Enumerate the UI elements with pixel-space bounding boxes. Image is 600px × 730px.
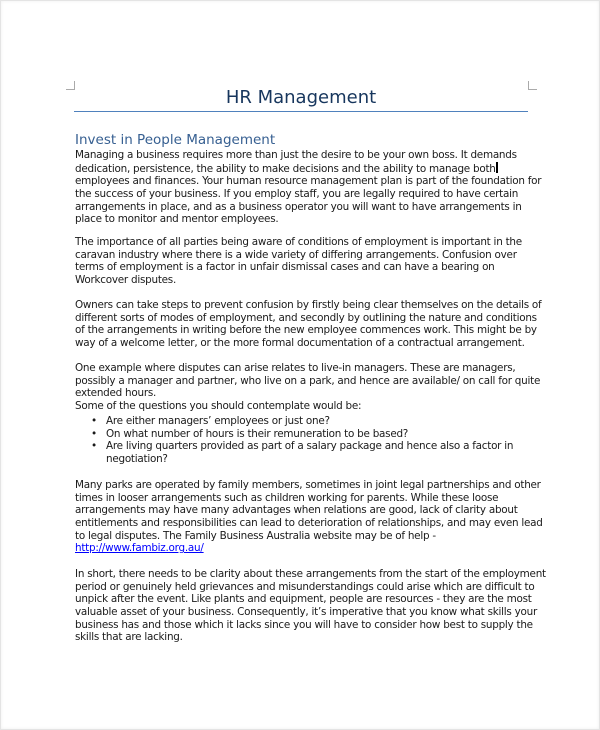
text-line: place to monitor and mentor employees. [75,213,279,226]
questions-list [75,415,513,466]
document-title: HR Management [225,87,377,108]
text-line-content: dedication, persistence, the ability to make decisions and the ability to manage both [75,162,496,175]
paragraph-family [75,479,543,555]
text-line: valuable asset of your business. Consequently, it’s imperative that you know what skills your [75,605,537,618]
list-item-text: • On what number of hours is their remuneration to be based? [106,427,409,440]
text-line: Many parks are operated by family members, sometimes in joint legal partnerships and other [75,479,541,491]
text-line: Workcover disputes. [75,273,177,286]
text-line: the success of your business. If you employ staff, you are legally required to have certain [75,187,519,200]
text-line [75,162,541,176]
paragraph-importance [75,236,522,287]
list-item-text: negotiation? [106,452,168,465]
paragraph-summary [75,568,546,644]
section-heading: Invest in People Management [75,132,276,148]
text-line: arrangements in place, and as a business operator you will want to have arrangements in [75,200,522,213]
text-line: The importance of all parties being aware of conditions of employment is important in the [75,236,522,248]
list-item [75,440,513,465]
text-cursor [496,162,498,173]
margin-corner-mark [528,81,537,90]
fambiz-link[interactable]: http://www.fambiz.org.au/ [75,542,204,555]
paragraph-owners [75,299,541,350]
list-item [75,415,513,428]
text-line: Owners can take steps to prevent confusion by firstly being clear themselves on the details of [75,299,542,311]
text-line: In short, there needs to be clarity about these arrangements from the start of the employment [75,568,546,580]
text-line: times in looser arrangements such as children working for parents. While these loose [75,491,499,504]
list-item-text: • Are living quarters provided as part of a salary package and hence also a factor in [106,440,514,453]
text-line: extended hours. [75,387,157,400]
list-item [75,428,513,441]
text-line: unpick after the event. Like plants and equipment, people are resources - they are the most [75,593,532,606]
paragraph-example [75,362,540,413]
text-line: period or genuinely held grievances and misunderstandings could arise which are difficult to [75,580,535,593]
text-line: business has and those which it lacks since you will have to consider how best to supply the [75,618,533,631]
title-underline [74,111,528,112]
text-line: arrangements may have many advantages when relations are good, lack of clarity about [75,504,518,517]
text-line: possibly a manager and partner, who live on a park, and hence are available/ on call for quite [75,374,541,387]
text-line: entitlements and responsibilities can lead to deterioration of relationships, and may even lead [75,516,543,529]
text-line: employees and finances. Your human resource management plan is part of the foundation for [75,175,542,188]
text-line: different sorts of modes of employment, and secondly by outlining the nature and conditions [75,311,537,324]
text-line: to legal disputes. The Family Business Australia website may be of help - [75,529,436,542]
text-line: skills that are lacking. [75,631,183,644]
text-line: terms of employment is a factor in unfair dismissal cases and can have a bearing on [75,261,495,274]
text-line: of the arrangements in writing before the new employee commences work. This might be by [75,324,537,337]
text-line: One example where disputes can arise relates to live-in managers. These are managers, [75,362,516,374]
paragraph-intro [75,149,541,226]
text-line: caravan industry where there is a wide variety of differing arrangements. Confusion over [75,248,517,261]
text-line: way of a welcome letter, or the more formal documentation of a contractual arrangement. [75,336,525,349]
list-item-text: • Are either managers’ employees or just one? [106,415,330,427]
text-line: Some of the questions you should contemplate would be: [75,399,362,412]
text-line: Managing a business requires more than just the desire to be your own boss. It demands [75,149,517,161]
